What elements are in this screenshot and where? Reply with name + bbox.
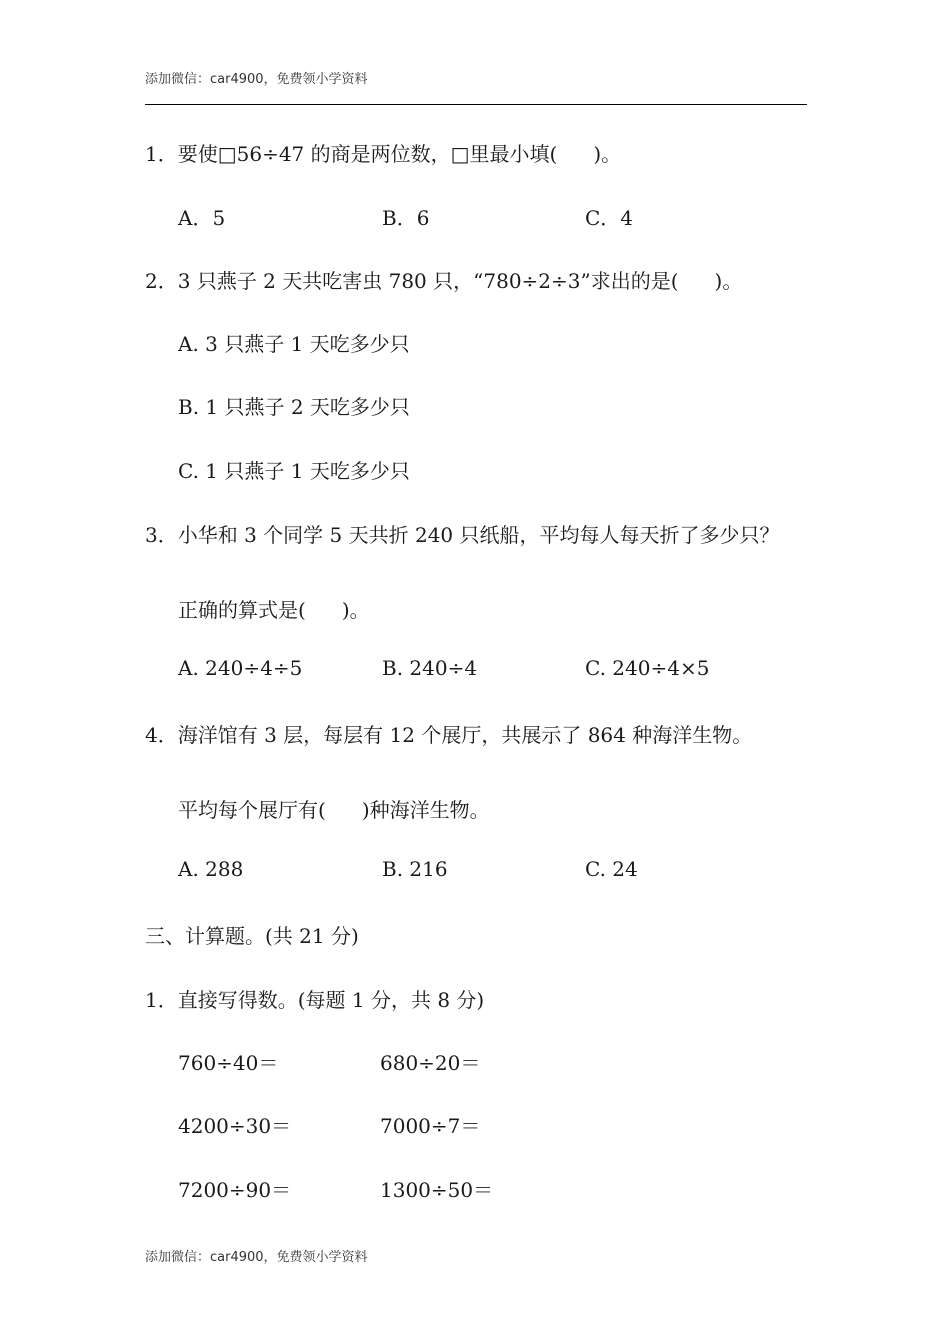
question-stem: 平均每个展厅有( (178, 798, 326, 822)
option-a[interactable]: A．5 (178, 206, 226, 230)
question-stem: 正确的算式是( (178, 598, 306, 622)
calc-item[interactable]: 680÷20＝ (380, 1051, 481, 1075)
question-3 (145, 519, 780, 548)
option-b[interactable]: B. 216 (382, 857, 448, 881)
option-a[interactable]: A. 3 只燕子 1 天吃多少只 (178, 332, 410, 356)
option-b[interactable]: B. 240÷4 (382, 656, 478, 680)
question-stem: 要使□56÷47 的商是两位数，□里最小填( (177, 142, 558, 166)
calc-item[interactable]: 7200÷90＝ (178, 1178, 292, 1202)
option-c[interactable]: C. 240÷4×5 (585, 656, 710, 680)
question-stem: 海洋馆有 3 层，每层有 12 个展厅，共展示了 864 种海洋生物。 (177, 723, 753, 747)
question-1 (145, 138, 621, 167)
question-stem: 3 只燕子 2 天共吃害虫 780 只，“780÷2÷3”求出的是( (177, 269, 679, 293)
question-4-prompt (178, 794, 490, 823)
question-stem-end: )。 (593, 142, 622, 166)
question-2 (145, 265, 742, 294)
option-c[interactable]: C. 1 只燕子 1 天吃多少只 (178, 459, 410, 483)
question-stem-end: )种海洋生物。 (361, 798, 490, 822)
option-b[interactable]: B. 1 只燕子 2 天吃多少只 (178, 395, 410, 419)
option-a[interactable]: A. 288 (178, 857, 244, 881)
question-4 (145, 719, 752, 748)
option-c[interactable]: C．4 (585, 206, 634, 230)
question-number: 4． (145, 723, 178, 747)
question-number: 2． (145, 269, 178, 293)
question-3-prompt (178, 594, 370, 623)
calc-item[interactable]: 760÷40＝ (178, 1051, 279, 1075)
question-stem: 直接写得数。(每题 1 分，共 8 分) (177, 988, 485, 1012)
option-b[interactable]: B．6 (382, 206, 430, 230)
option-a[interactable]: A. 240÷4÷5 (178, 656, 303, 680)
calc-item[interactable]: 4200÷30＝ (178, 1114, 292, 1138)
question-stem-end: )。 (341, 598, 370, 622)
question-number: 1． (145, 988, 178, 1012)
calc-item[interactable]: 7000÷7＝ (380, 1114, 481, 1138)
question-stem-end: )。 (714, 269, 743, 293)
question-number: 3． (145, 523, 178, 547)
option-c[interactable]: C. 24 (585, 857, 638, 881)
header-divider (145, 104, 807, 105)
section-title: 三、计算题。(共 21 分) (145, 924, 359, 948)
page-header: 添加微信：car4900，免费领小学资料 (145, 72, 368, 87)
section-3-question-1 (145, 984, 484, 1013)
page-footer: 添加微信：car4900，免费领小学资料 (145, 1250, 368, 1265)
calc-item[interactable]: 1300÷50＝ (380, 1178, 494, 1202)
question-number: 1． (145, 142, 178, 166)
question-stem: 小华和 3 个同学 5 天共折 240 只纸船，平均每人每天折了多少只？ (177, 523, 780, 547)
